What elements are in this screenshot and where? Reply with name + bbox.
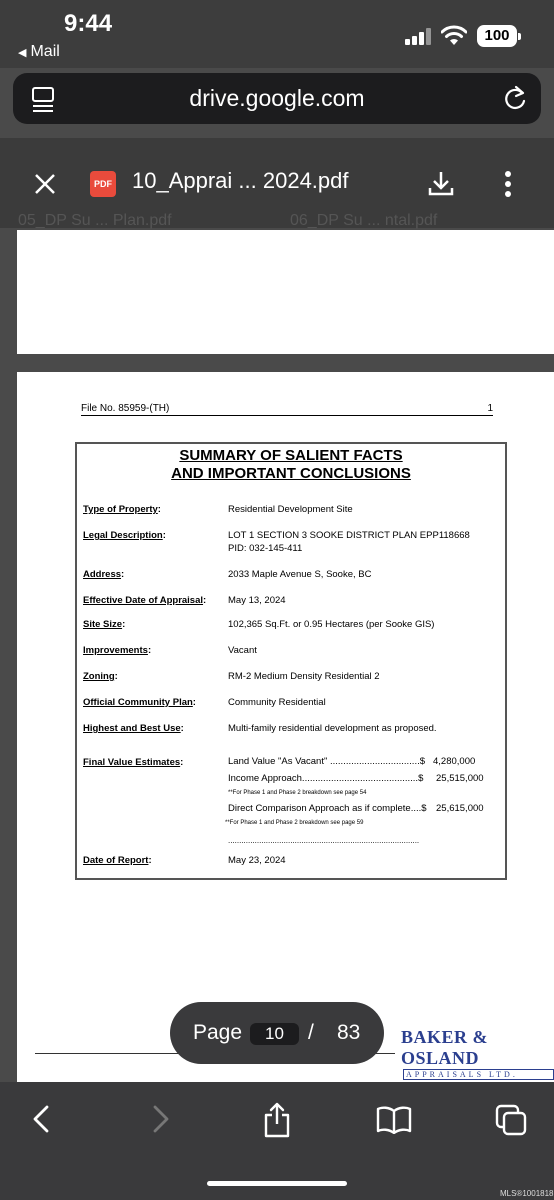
fact-value: RM-2 Medium Density Residential 2 — [228, 671, 380, 682]
fact-label: Type of Property: — [83, 504, 161, 515]
file-title: 10_Apprai ... 2024.pdf — [132, 168, 349, 193]
share-icon[interactable] — [262, 1102, 292, 1138]
watermark: MLS®1001818 — [500, 1189, 554, 1198]
fact-value: 2033 Maple Avenue S, Sooke, BC — [228, 569, 372, 580]
url-text: drive.google.com — [189, 85, 365, 111]
fact-label: Site Size: — [83, 619, 126, 630]
back-icon[interactable] — [30, 1104, 52, 1134]
pdf-page — [17, 372, 554, 1082]
fact-label: Address: — [83, 569, 125, 580]
fact-label: Improvements: — [83, 645, 152, 656]
bookmarks-icon[interactable] — [376, 1106, 412, 1134]
fact-label: Date of Report: — [83, 855, 152, 866]
total-pages: 83 — [337, 1021, 361, 1044]
status-bar — [0, 0, 554, 68]
background-tab-label: 06_DP Su ... ntal.pdf — [290, 212, 438, 229]
summary-title: SUMMARY OF SALIENT FACTS AND IMPORTANT CONCLUSIONS — [171, 447, 411, 482]
direct-comparison-estimate: Direct Comparison Approach as if complete....$ 25,615,000 — [228, 803, 484, 814]
fact-value: May 23, 2024 — [228, 855, 286, 866]
close-icon[interactable] — [33, 172, 57, 196]
cellular-signal-icon — [405, 28, 431, 45]
fact-value: 102,365 Sq.Ft. or 0.95 Hectares (per Sooke GIS) — [228, 619, 435, 630]
download-icon[interactable] — [428, 170, 454, 196]
page-label: Page — [193, 1021, 243, 1044]
fact-label: Final Value Estimates: — [83, 757, 184, 768]
fact-label: Effective Date of Appraisal: — [83, 595, 207, 606]
tabs-icon[interactable] — [495, 1104, 527, 1136]
back-to-mail-link[interactable] — [18, 43, 60, 61]
fact-label: Official Community Plan: — [83, 697, 196, 708]
back-app-label: Mail — [30, 43, 60, 60]
page-indicator — [170, 1002, 384, 1064]
income-approach-estimate: Income Approach............................................$ 25,515,000 — [228, 773, 484, 784]
previous-pdf-page — [17, 230, 554, 354]
income-footnote: **For Phase 1 and Phase 2 breakdown see page 54 — [228, 790, 367, 796]
summary-box — [75, 442, 507, 880]
fact-label: Highest and Best Use: — [83, 723, 184, 734]
battery-indicator: 100 — [477, 25, 517, 47]
background-tab-label: 05_DP Su ... Plan.pdf — [18, 212, 172, 229]
page-separator: / — [308, 1021, 314, 1044]
fact-value: LOT 1 SECTION 3 SOOKE DISTRICT PLAN EPP118668 PID: 032-145-411 — [228, 530, 470, 554]
fact-value: Residential Development Site — [228, 504, 353, 515]
fact-value: Multi-family residential development as proposed. — [228, 723, 437, 734]
fact-value: Community Residential — [228, 697, 326, 708]
land-value-estimate: Land Value "As Vacant" ..................................$ 4,280,000 — [228, 756, 476, 767]
more-options-icon[interactable] — [503, 170, 513, 198]
fact-value: May 13, 2024 — [228, 595, 286, 606]
direct-footnote: **For Phase 1 and Phase 2 breakdown see page 59 — [225, 820, 364, 826]
back-triangle-icon: ◀ — [18, 47, 27, 59]
fact-value: Vacant — [228, 645, 257, 656]
reload-icon[interactable] — [502, 85, 528, 113]
address-bar[interactable] — [13, 73, 541, 124]
fact-label: Legal Description: — [83, 530, 166, 541]
pdf-file-icon: PDF — [90, 171, 116, 197]
page-header — [81, 403, 493, 416]
clock: 9:44 — [64, 10, 113, 37]
baker-osland-logo: BAKER & OSLAND APPRAISALS LTD. — [401, 1027, 554, 1080]
wifi-icon — [441, 24, 467, 46]
current-page-input[interactable]: 10 — [250, 1023, 299, 1045]
home-indicator — [207, 1181, 347, 1186]
file-number: File No. 85959-(TH) — [81, 403, 170, 414]
forward-icon[interactable] — [150, 1104, 172, 1134]
dotted-line: ...................................................................................... — [228, 836, 420, 845]
fact-label: Zoning: — [83, 671, 118, 682]
document-page-number: 1 — [487, 403, 493, 414]
